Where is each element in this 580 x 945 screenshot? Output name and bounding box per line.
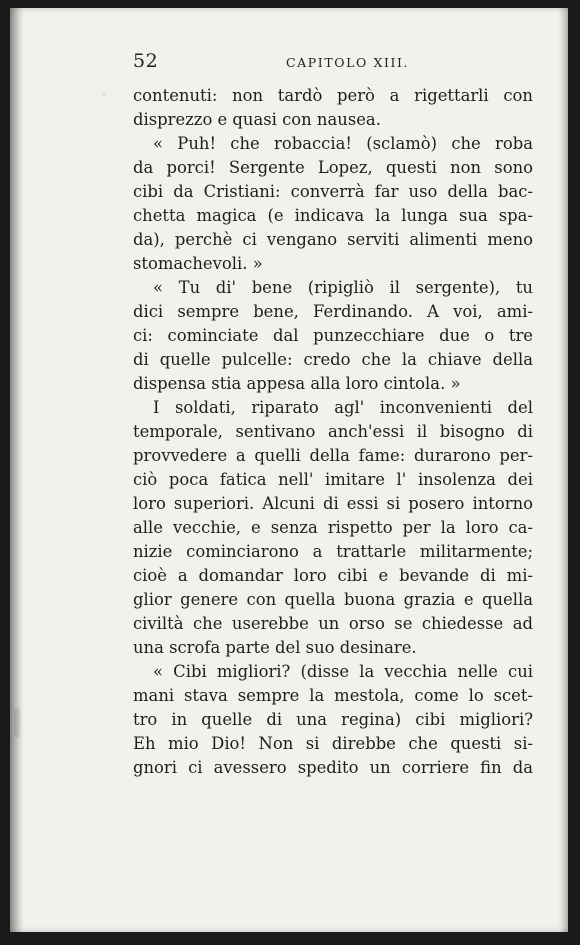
- text-line: dici sempre bene, Ferdinando. A voi, ami-: [133, 302, 533, 321]
- text-line: disprezzo e quasi con nausea.: [133, 110, 381, 129]
- text-line: cibi da Cristiani: converrà far uso della bac-: [133, 182, 533, 201]
- text-line: da porci! Sergente Lopez, questi non sono: [133, 158, 533, 177]
- book-page: [10, 8, 568, 932]
- text-line: tro in quelle di una regina) cibi migliori?: [133, 710, 533, 729]
- text-line: chetta magica (e indicava la lunga sua spa-: [133, 206, 533, 225]
- text-line: provvedere a quelli della fame: durarono per-: [133, 446, 533, 465]
- text-line: stomachevoli. »: [133, 254, 263, 273]
- ink-speck: [102, 92, 106, 96]
- text-line: « Cibi migliori? (disse la vecchia nelle cui: [153, 662, 533, 681]
- text-line: mani stava sempre la mestola, come lo scet-: [133, 686, 533, 705]
- text-line: cioè a domandar loro cibi e bevande di mi-: [133, 566, 533, 585]
- text-line: loro superiori. Alcuni di essi si posero intorno: [133, 494, 533, 513]
- text-line: I soldati, riparato agl' inconvenienti del: [153, 398, 533, 417]
- text-line: « Tu di' bene (ripigliò il sergente), tu: [153, 278, 533, 297]
- text-line: nizie cominciarono a trattarle militarmente;: [133, 542, 533, 561]
- text-line: contenuti: non tardò però a rigettarli con: [133, 86, 533, 105]
- text-line: civiltà che userebbe un orso se chiedesse ad: [133, 614, 533, 633]
- text-line: da), perchè ci vengano serviti alimenti meno: [133, 230, 533, 249]
- text-line: di quelle pulcelle: credo che la chiave della: [133, 350, 533, 369]
- text-line: temporale, sentivano anch'essi il bisogno di: [133, 422, 533, 441]
- text-line: dispensa stia appesa alla loro cintola. »: [133, 374, 461, 393]
- page-number: 52: [133, 50, 159, 72]
- binding-shadow: [14, 708, 20, 738]
- text-line: « Puh! che robaccia! (sclamò) che roba: [153, 134, 533, 153]
- text-line: ciò poca fatica nell' imitare l' insolenza dei: [133, 470, 533, 489]
- text-line: ci: cominciate dal punzecchiare due o tre: [133, 326, 533, 345]
- body-text: [133, 84, 533, 780]
- text-line: alle vecchie, e senza rispetto per la loro ca-: [133, 518, 533, 537]
- page-header: [133, 50, 533, 74]
- text-line: una scrofa parte del suo desinare.: [133, 638, 417, 657]
- text-line: Eh mio Dio! Non si direbbe che questi si-: [133, 734, 533, 753]
- text-line: glior genere con quella buona grazia e quella: [133, 590, 533, 609]
- text-line: gnori ci avessero spedito un corriere fin da: [133, 758, 533, 777]
- running-head: CAPITOLO XIII.: [286, 55, 410, 70]
